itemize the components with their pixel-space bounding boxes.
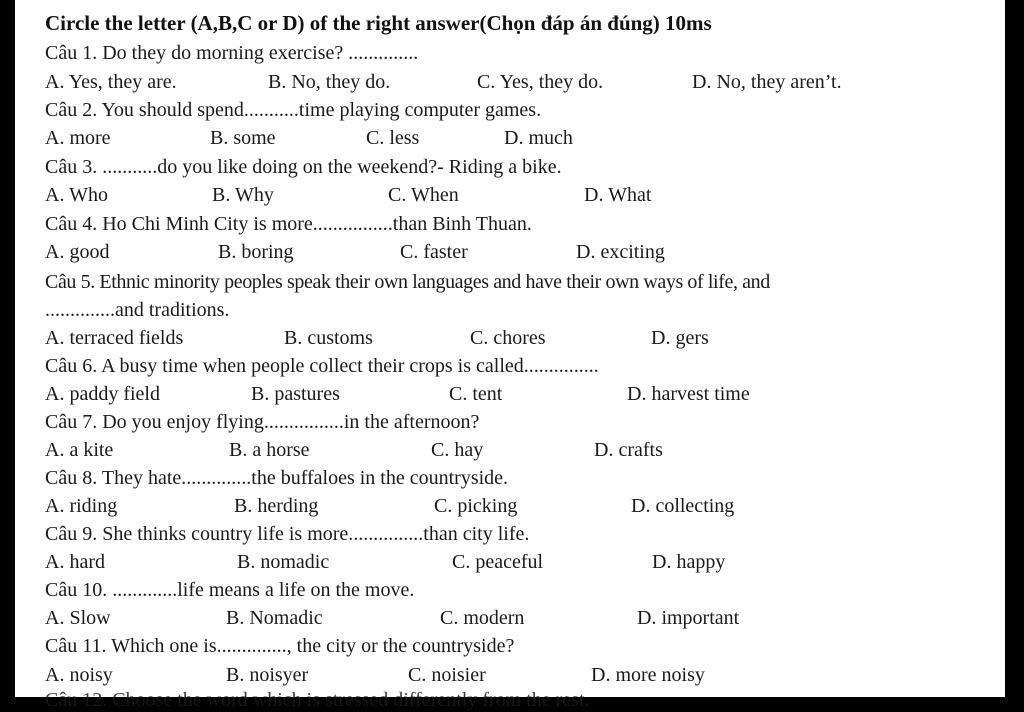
question-10: Câu 10. .............life means a life on the move.	[45, 579, 415, 601]
q8-option-a[interactable]: A. riding	[45, 495, 118, 517]
question-5-continued: ..............and traditions.	[45, 299, 230, 321]
q11-option-c[interactable]: C. noisier	[408, 664, 486, 686]
q10-option-c[interactable]: C. modern	[440, 607, 525, 629]
q5-option-c[interactable]: C. chores	[470, 327, 546, 349]
q3-option-b[interactable]: B. Why	[212, 184, 274, 206]
question-9: Câu 9. She thinks country life is more...............than city life.	[45, 523, 530, 545]
q4-option-c[interactable]: C. faster	[400, 241, 468, 263]
question-4: Câu 4. Ho Chi Minh City is more................than Binh Thuan.	[45, 213, 532, 235]
q7-option-b[interactable]: B. a horse	[229, 439, 310, 461]
question-2: Câu 2. You should spend...........time playing computer games.	[45, 99, 542, 121]
q5-option-b[interactable]: B. customs	[284, 327, 373, 349]
q9-option-b[interactable]: B. nomadic	[237, 551, 330, 573]
q2-option-c[interactable]: C. less	[366, 127, 420, 149]
q6-option-a[interactable]: A. paddy field	[45, 383, 160, 405]
q2-option-b[interactable]: B. some	[210, 127, 276, 149]
question-6: Câu 6. A busy time when people collect their crops is called...............	[45, 355, 599, 377]
q6-option-d[interactable]: D. harvest time	[627, 383, 750, 405]
q9-option-d[interactable]: D. happy	[652, 551, 726, 573]
q11-option-b[interactable]: B. noisyer	[226, 664, 309, 686]
question-5: Câu 5. Ethnic minority peoples speak their own languages and have their own ways of life, and	[45, 271, 770, 293]
q7-option-c[interactable]: C. hay	[431, 439, 484, 461]
q3-option-a[interactable]: A. Who	[45, 184, 108, 206]
q1-option-c[interactable]: C. Yes, they do.	[477, 71, 604, 93]
worksheet-page	[15, 0, 1005, 711]
q3-option-c[interactable]: C. When	[388, 184, 459, 206]
q6-option-b[interactable]: B. pastures	[251, 383, 340, 405]
q1-option-b[interactable]: B. No, they do.	[268, 71, 391, 93]
q4-option-b[interactable]: B. boring	[218, 241, 294, 263]
q8-option-c[interactable]: C. picking	[434, 495, 518, 517]
q6-option-c[interactable]: C. tent	[449, 383, 503, 405]
q1-option-d[interactable]: D. No, they aren’t.	[692, 71, 842, 93]
question-7: Câu 7. Do you enjoy flying................in the afternoon?	[45, 411, 480, 433]
q2-option-a[interactable]: A. more	[45, 127, 111, 149]
q11-option-a[interactable]: A. noisy	[45, 664, 113, 686]
q1-option-a[interactable]: A. Yes, they are.	[45, 71, 177, 93]
question-1: Câu 1. Do they do morning exercise? ..............	[45, 42, 419, 64]
q9-option-c[interactable]: C. peaceful	[452, 551, 544, 573]
q2-option-d[interactable]: D. much	[504, 127, 573, 149]
q11-option-d[interactable]: D. more noisy	[591, 664, 705, 686]
q4-option-d[interactable]: D. exciting	[576, 241, 665, 263]
q8-option-d[interactable]: D. collecting	[631, 495, 735, 517]
question-11: Câu 11. Which one is.............., the city or the countryside?	[45, 635, 515, 657]
q4-option-a[interactable]: A. good	[45, 241, 110, 263]
q9-option-a[interactable]: A. hard	[45, 551, 105, 573]
q10-option-d[interactable]: D. important	[637, 607, 740, 629]
q10-option-b[interactable]: B. Nomadic	[226, 607, 323, 629]
q5-option-d[interactable]: D. gers	[651, 327, 709, 349]
question-8: Câu 8. They hate..............the buffaloes in the countryside.	[45, 467, 509, 489]
question-3: Câu 3. ...........do you like doing on the weekend?- Riding a bike.	[45, 156, 562, 178]
worksheet-title: Circle the letter (A,B,C or D) of the right answer(Chọn đáp án đúng) 10ms	[45, 11, 712, 35]
question-12-cut-off: Câu 12. Choose the word which is stressed differently from the rest.	[45, 689, 590, 711]
q5-option-a[interactable]: A. terraced fields	[45, 327, 184, 349]
q8-option-b[interactable]: B. herding	[234, 495, 319, 517]
q7-option-a[interactable]: A. a kite	[45, 439, 114, 461]
q10-option-a[interactable]: A. Slow	[45, 607, 111, 629]
q7-option-d[interactable]: D. crafts	[594, 439, 663, 461]
q3-option-d[interactable]: D. What	[584, 184, 652, 206]
